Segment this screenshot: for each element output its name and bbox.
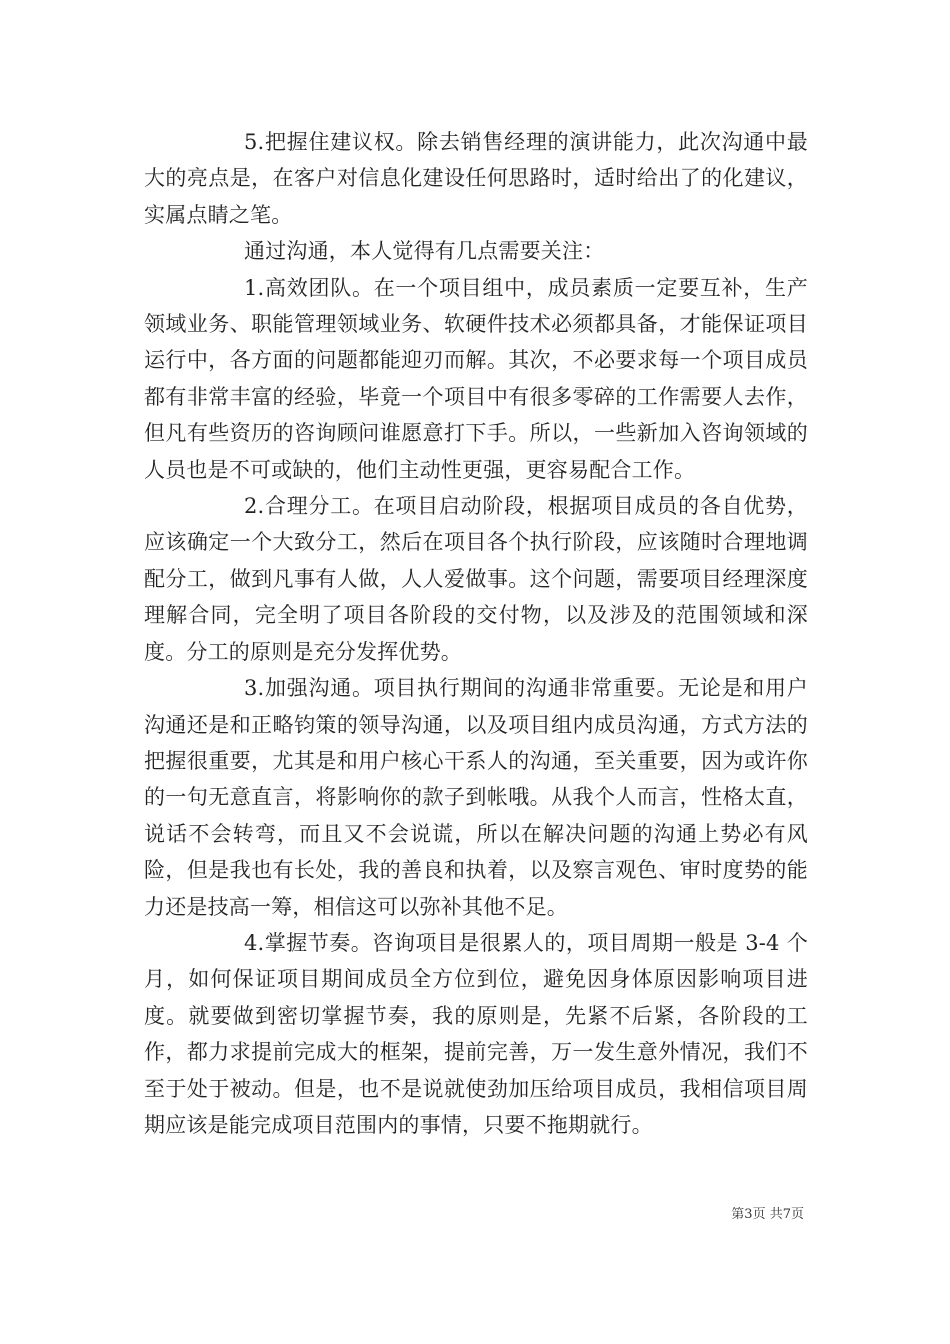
total-pages-number: 7 bbox=[782, 1207, 791, 1222]
page-label-middle: 页 共 bbox=[752, 1207, 783, 1222]
page-number-footer bbox=[731, 1203, 804, 1222]
paragraph-efficient-team: 1.高效团队。在一个项目组中，成员素质一定要互补，生产领域业务、职能管理领域业务、软硬件技术必须都具备，才能保证项目运行中，各方面的问题都能迎刃而解。其次，不必要求每一个项目成员都有非常丰富的经验，毕竟一个项目中有很多零碎的工作需要人去作，但凡有些资历的咨询顾问谁愿意打下手。所以，一些新加入咨询领域的人员也是不可或缺的，他们主动性更强，更容易配合工作。 bbox=[144, 275, 808, 482]
page-label-prefix: 第 bbox=[731, 1207, 745, 1222]
page-label-suffix: 页 bbox=[790, 1207, 804, 1222]
paragraph-intro-points: 通过沟通，本人觉得有几点需要关注： bbox=[244, 239, 605, 264]
paragraph-reasonable-division: 2.合理分工。在项目启动阶段，根据项目成员的各自优势，应该确定一个大致分工，然后在项目各个执行阶段，应该随时合理地调配分工，做到凡事有人做，人人爱做事。这个问题，需要项目经理深度理解合同，完全明了项目各阶段的交付物，以及涉及的范围领域和深度。分工的原则是充分发挥优势。 bbox=[144, 494, 808, 664]
paragraph-master-rhythm: 4.掌握节奏。咨询项目是很累人的，项目周期一般是 3-4 个月，如何保证项目期间成员全方位到位，避免因身体原因影响项目进度。就要做到密切掌握节奏，我的原则是，先紧不后紧，各阶段的工作，都力求提前完成大的框架，提前完善，万一发生意外情况，我们不至于处于被动。但是，也不是说就使劲加压给项目成员，我相信项目周期应该是能完成项目范围内的事情，只要不拖期就行。 bbox=[144, 930, 808, 1137]
current-page-number: 3 bbox=[744, 1207, 753, 1222]
document-body bbox=[144, 124, 808, 1143]
paragraph-suggestion-right: 5.把握住建议权。除去销售经理的演讲能力，此次沟通中最大的亮点是，在客户对信息化建设任何思路时，适时给出了的化建议，实属点睛之笔。 bbox=[144, 130, 808, 227]
paragraph-strengthen-communication: 3.加强沟通。项目执行期间的沟通非常重要。无论是和用户沟通还是和正略钧策的领导沟通，以及项目组内成员沟通，方式方法的把握很重要，尤其是和用户核心干系人的沟通，至关重要，因为或许你的一句无意直言，将影响你的款子到帐哦。从我个人而言，性格太直，说话不会转弯，而且又不会说谎，所以在解决问题的沟通上势必有风险，但是我也有长处，我的善良和执着，以及察言观色、审时度势的能力还是技高一筹，相信这可以弥补其他不足。 bbox=[144, 676, 808, 919]
